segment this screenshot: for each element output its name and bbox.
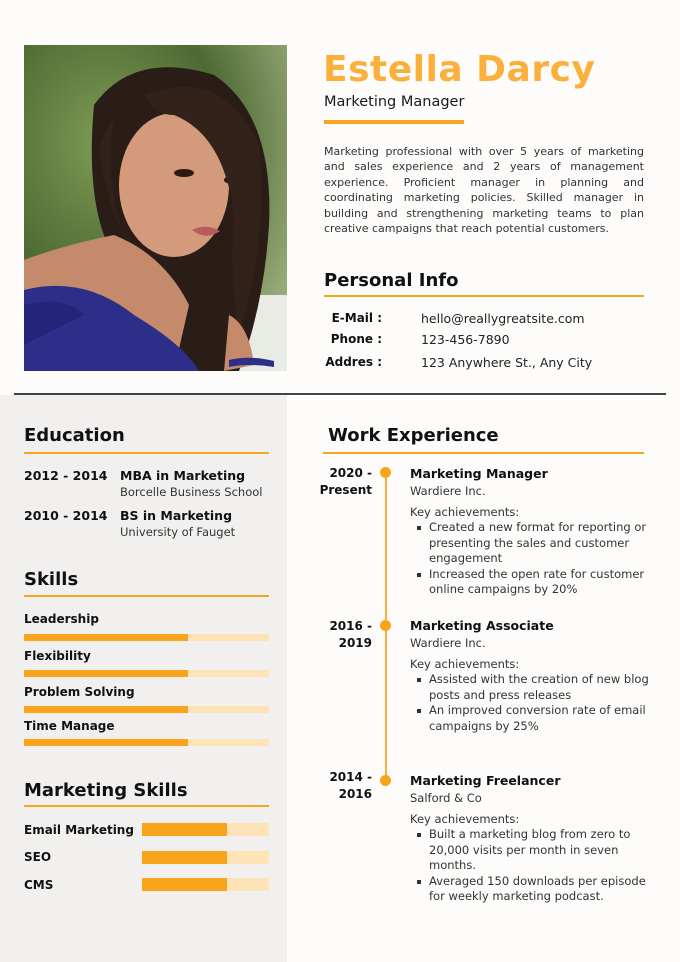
skill-bar	[24, 634, 269, 641]
marketing-skill-label: Email Marketing	[24, 823, 134, 837]
work-item	[410, 773, 655, 905]
work-experience-heading: Work Experience	[328, 425, 499, 446]
personal-info-rule	[324, 295, 644, 297]
skill-label: Flexibility	[24, 649, 91, 663]
work-experience-rule	[323, 452, 644, 454]
skill-bar	[24, 739, 269, 746]
candidate-name: Estella Darcy	[323, 49, 596, 90]
education-school: University of Fauget	[120, 525, 236, 539]
skill-bar-fill	[24, 634, 188, 641]
education-degree: MBA in Marketing	[120, 468, 246, 483]
phone-value: 123-456-7890	[421, 332, 510, 347]
email-value: hello@reallygreatsite.com	[421, 311, 585, 326]
work-date-end: Present	[319, 483, 372, 497]
work-date	[329, 618, 372, 652]
job-title: Marketing Manager	[324, 94, 465, 110]
work-key-label: Key achievements:	[410, 657, 520, 671]
title-underline	[324, 120, 464, 124]
skills-rule	[24, 595, 269, 597]
achievement-item: Assisted with the creation of new blog posts and press releases	[415, 672, 655, 703]
skills-heading: Skills	[24, 569, 79, 590]
phone-label: Phone :	[330, 332, 382, 346]
education-heading: Education	[24, 425, 125, 446]
work-date-end: 2019	[338, 636, 372, 650]
timeline-dot	[380, 620, 391, 631]
education-school: Borcelle Business School	[120, 485, 263, 499]
education-years: 2012 - 2014	[24, 468, 108, 483]
work-date-start: 2020 -	[329, 466, 372, 480]
work-date-start: 2014 -	[329, 770, 372, 784]
personal-info-heading: Personal Info	[324, 270, 459, 291]
work-date-start: 2016 -	[329, 619, 372, 633]
work-key-label: Key achievements:	[410, 812, 520, 826]
horizontal-divider	[14, 393, 666, 395]
skill-bar-fill	[24, 670, 188, 677]
work-company: Wardiere Inc.	[410, 636, 486, 650]
profile-photo	[24, 45, 287, 371]
education-years: 2010 - 2014	[24, 508, 108, 523]
address-value: 123 Anywhere St., Any City	[421, 355, 593, 370]
info-row-address	[324, 355, 644, 375]
timeline-dot	[380, 775, 391, 786]
work-company: Salford & Co	[410, 791, 482, 805]
skill-bar	[24, 670, 269, 677]
achievement-item: An improved conversion rate of email campaigns by 25%	[415, 703, 655, 734]
marketing-skill-label: SEO	[24, 850, 52, 864]
profile-summary: Marketing professional with over 5 years of marketing and sales experience and 2 years of management experience. Proficient manager in planning and coordinating marketing policies. Skilled manager in building and strengthening marketing teams to plan creative campaigns that reach potential customers.	[324, 145, 644, 236]
education-degree: BS in Marketing	[120, 508, 233, 523]
achievement-list	[415, 672, 655, 734]
work-item	[410, 618, 655, 734]
achievement-item: Built a marketing blog from zero to 20,000 visits per month in seven months.	[415, 827, 655, 874]
timeline-dot	[380, 467, 391, 478]
marketing-skill-bar-fill	[142, 851, 227, 864]
work-date	[329, 769, 372, 803]
email-label: E-Mail :	[331, 311, 382, 325]
marketing-skill-label: CMS	[24, 878, 54, 892]
marketing-skills-rule	[24, 805, 269, 807]
work-role: Marketing Associate	[410, 618, 554, 633]
skill-label: Leadership	[24, 612, 99, 626]
achievement-list	[415, 827, 655, 905]
work-company: Wardiere Inc.	[410, 484, 486, 498]
address-label: Addres :	[325, 355, 382, 369]
work-date	[320, 465, 372, 499]
skill-label: Time Manage	[24, 719, 115, 733]
work-role: Marketing Manager	[410, 466, 548, 481]
skill-bar	[24, 706, 269, 713]
work-role: Marketing Freelancer	[410, 773, 561, 788]
portrait-illustration	[24, 45, 287, 371]
education-rule	[24, 452, 269, 454]
work-key-label: Key achievements:	[410, 505, 520, 519]
achievement-item: Averaged 150 downloads per episode for weekly marketing podcast.	[415, 874, 655, 905]
marketing-skill-bar-fill	[142, 878, 227, 891]
info-row-phone	[324, 332, 644, 352]
info-row-email	[324, 311, 644, 331]
marketing-skill-bar-fill	[142, 823, 227, 836]
marketing-skill-bar	[142, 823, 269, 836]
marketing-skill-bar	[142, 878, 269, 891]
skill-bar-fill	[24, 706, 188, 713]
achievement-list	[415, 520, 655, 598]
marketing-skills-heading: Marketing Skills	[24, 780, 188, 801]
skill-label: Problem Solving	[24, 685, 135, 699]
work-item	[410, 466, 655, 598]
marketing-skill-bar	[142, 851, 269, 864]
work-date-end: 2016	[338, 787, 372, 801]
achievement-item: Created a new format for reporting or presenting the sales and customer engagement	[415, 520, 655, 567]
skill-bar-fill	[24, 739, 188, 746]
achievement-item: Increased the open rate for customer online campaigns by 20%	[415, 567, 655, 598]
